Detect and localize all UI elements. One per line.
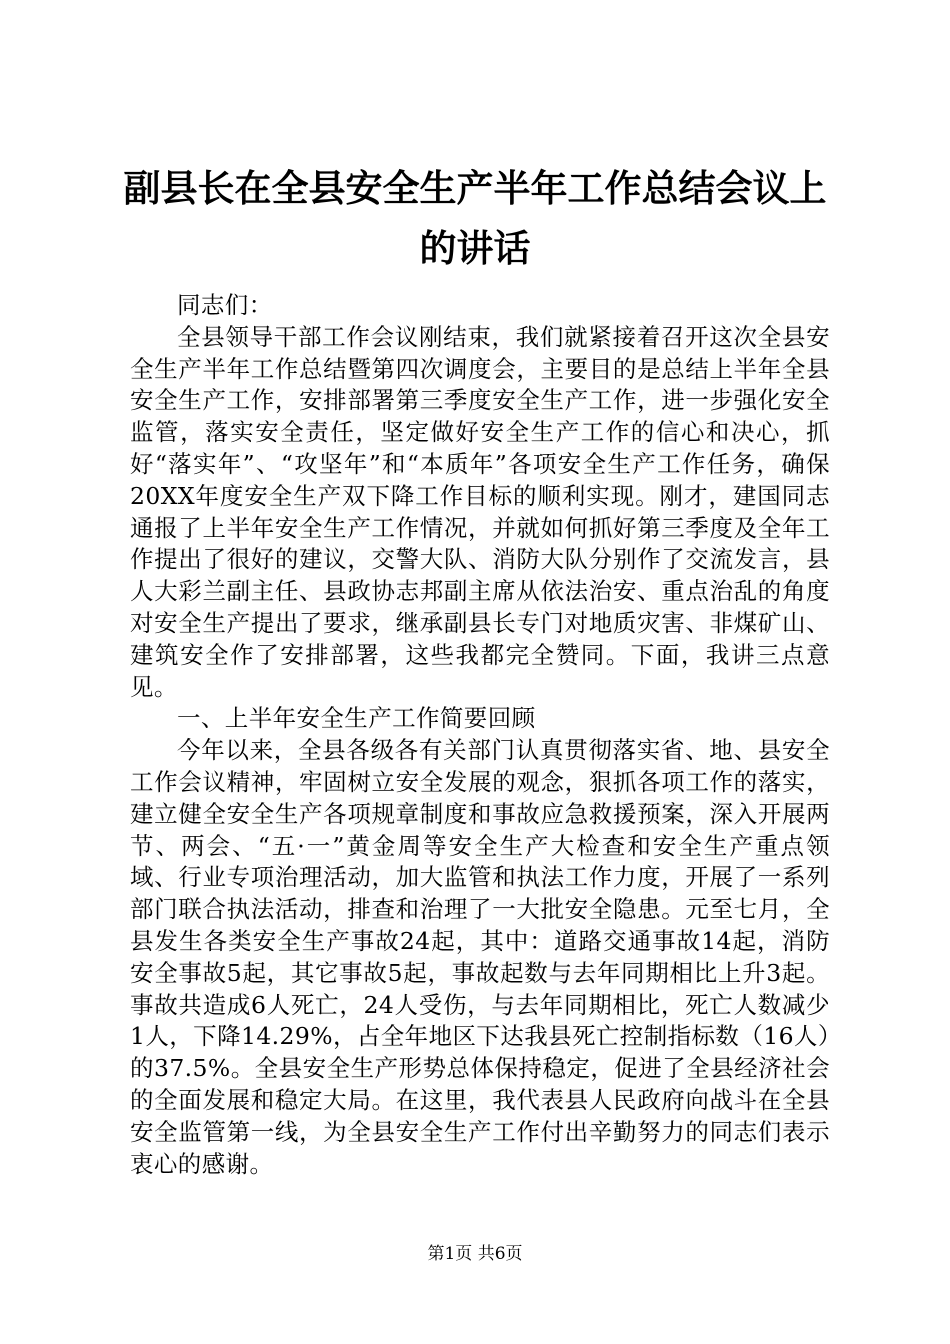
salutation: 同志们： <box>177 291 273 319</box>
document-body <box>130 290 830 1180</box>
paragraph-intro: 全县领导干部工作会议刚结束，我们就紧接着召开这次全县安全生产半年工作总结暨第四次调度会，主要目的是总结上半年全县安全生产工作，安排部署第三季度安全生产工作，进一步强化安全监管，落实安全责任，坚定做好安全生产工作的信心和决心，抓好“落实年”、“攻坚年”和“本质年”各项安全生产工作任务，确保20XX年度安全生产双下降工作目标的顺利实现。刚才，建国同志通报了上半年安全生产工作情况，并就如何抓好第三季度及全年工作提出了很好的建议，交警大队、消防大队分别作了交流发言，县人大彩兰副主任、县政协志邦副主席从依法治安、重点治乱的角度对安全生产提出了要求，继承副县长专门对地质灾害、非煤矿山、建筑安全作了安排部署，这些我都完全赞同。下面，我讲三点意见。 <box>130 322 830 701</box>
document-title: 副县长在全县安全生产半年工作总结会议上的讲话 <box>123 166 827 270</box>
section-heading: 一、上半年安全生产工作简要回顾 <box>177 704 536 733</box>
page-number-footer: 第1页 共6页 <box>427 1244 523 1264</box>
paragraph-review: 今年以来，全县各级各有关部门认真贯彻落实省、地、县安全工作会议精神，牢固树立安全发展的观念，狠抓各项工作的落实，建立健全安全生产各项规章制度和事故应急救援预案，深入开展两节、两会、“五·一”黄金周等安全生产大检查和安全生产重点领域、行业专项治理活动，加大监管和执法工作力度，开展了一系列部门联合执法活动，排查和治理了一大批安全隐患。元至七月，全县发生各类安全生产事故24起，其中：道路交通事故14起，消防安全事故5起，其它事故5起，事故起数与去年同期相比上升3起。事故共造成6人死亡，24人受伤，与去年同期相比，死亡人数减少1人，下降14.29%，占全年地区下达我县死亡控制指标数（16人）的37.5%。全县安全生产形势总体保持稳定，促进了全县经济社会的全面发展和稳定大局。在这里，我代表县人民政府向战斗在全县安全监管第一线，为全县安全生产工作付出辛勤努力的同志们表示衷心的感谢。 <box>130 736 830 1178</box>
